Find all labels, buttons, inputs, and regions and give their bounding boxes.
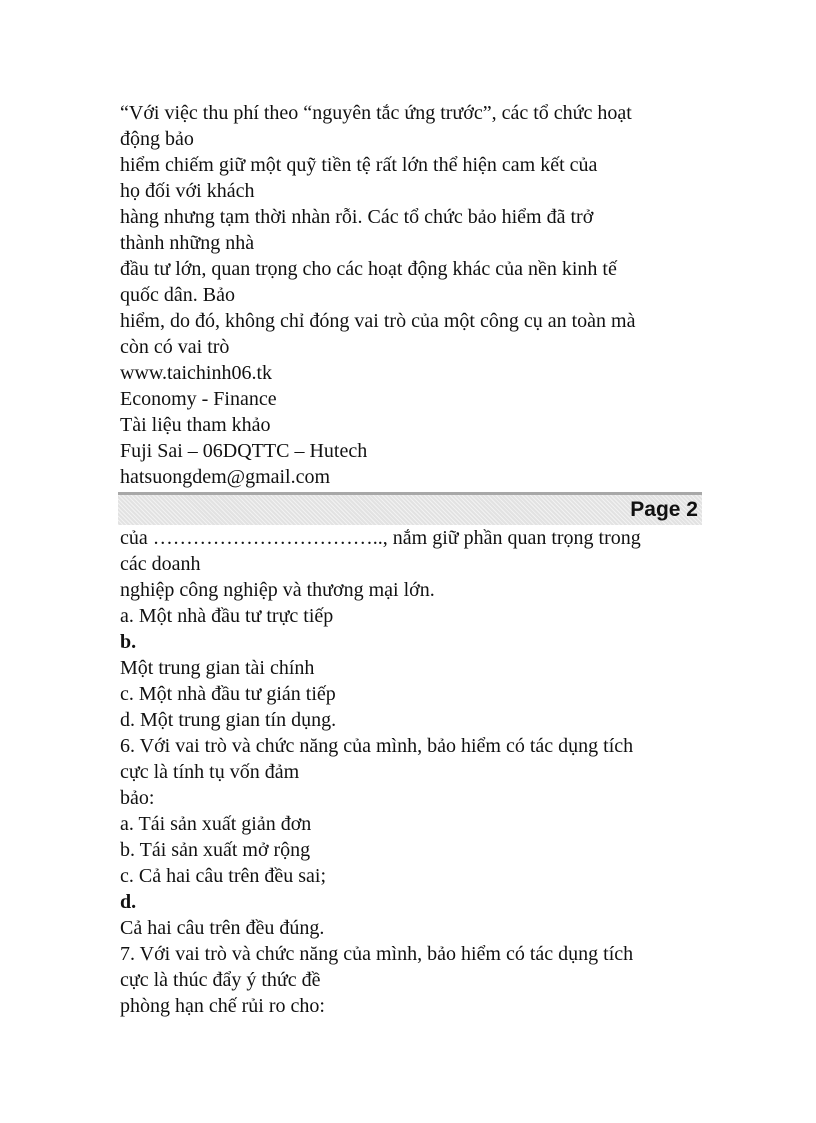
q5-option-c: c. Một nhà đầu tư gián tiếp <box>120 683 336 705</box>
q6-option-b: b. Tái sản xuất mở rộng <box>120 839 311 861</box>
text-line: họ đối với khách <box>120 180 255 202</box>
q7-question-line: phòng hạn chế rủi ro cho: <box>120 995 325 1017</box>
text-line: hiểm chiếm giữ một quỹ tiền tệ rất lớn thể hiện cam kết của <box>120 154 598 176</box>
q7-question-line: 7. Với vai trò và chức năng của mình, bảo hiểm có tác dụng tích <box>120 943 634 965</box>
q6-question-line: 6. Với vai trò và chức năng của mình, bảo hiểm có tác dụng tích <box>120 735 634 757</box>
footer-website: www.taichinh06.tk <box>120 362 273 384</box>
footer-author: Fuji Sai – 06DQTTC – Hutech <box>120 440 368 462</box>
text-line: thành những nhà <box>120 232 255 254</box>
q5-option-a: a. Một nhà đầu tư trực tiếp <box>120 605 334 627</box>
q6-option-d-marker: d. <box>120 891 137 913</box>
q5-option-b: Một trung gian tài chính <box>120 657 315 679</box>
q6-option-a: a. Tái sản xuất giản đơn <box>120 813 312 835</box>
page-number-label: Page 2 <box>630 498 698 521</box>
text-line: đầu tư lớn, quan trọng cho các hoạt động khác của nền kinh tế <box>120 258 617 280</box>
q6-option-c: c. Cả hai câu trên đều sai; <box>120 865 327 887</box>
text-line: “Với việc thu phí theo “nguyên tắc ứng trước”, các tổ chức hoạt <box>120 102 632 124</box>
q7-question-line: cực là thúc đẩy ý thức đề <box>120 969 321 991</box>
text-line: quốc dân. Bảo <box>120 284 235 306</box>
document-page <box>120 100 702 1019</box>
q5-option-d: d. Một trung gian tín dụng. <box>120 709 337 731</box>
footer-email: hatsuongdem@gmail.com <box>120 466 331 488</box>
text-line: của …………………………….., nắm giữ phần quan trọng trong <box>120 527 641 549</box>
text-line: nghiệp công nghiệp và thương mại lớn. <box>120 579 435 601</box>
text-line: hiểm, do đó, không chỉ đóng vai trò của một công cụ an toàn mà <box>120 310 636 332</box>
text-line: các doanh <box>120 553 201 575</box>
q6-question-line: bảo: <box>120 787 155 809</box>
footer-doc-type: Tài liệu tham khảo <box>120 414 271 436</box>
text-line: còn có vai trò <box>120 336 230 358</box>
text-line: động bảo <box>120 128 194 150</box>
q5-option-b-marker: b. <box>120 631 137 653</box>
q6-question-line: cực là tính tụ vốn đảm <box>120 761 300 783</box>
page-separator-bar <box>118 492 702 525</box>
q6-option-d: Cả hai câu trên đều đúng. <box>120 917 325 939</box>
footer-subject: Economy - Finance <box>120 388 277 410</box>
text-line: hàng nhưng tạm thời nhàn rỗi. Các tổ chức bảo hiểm đã trở <box>120 206 594 228</box>
